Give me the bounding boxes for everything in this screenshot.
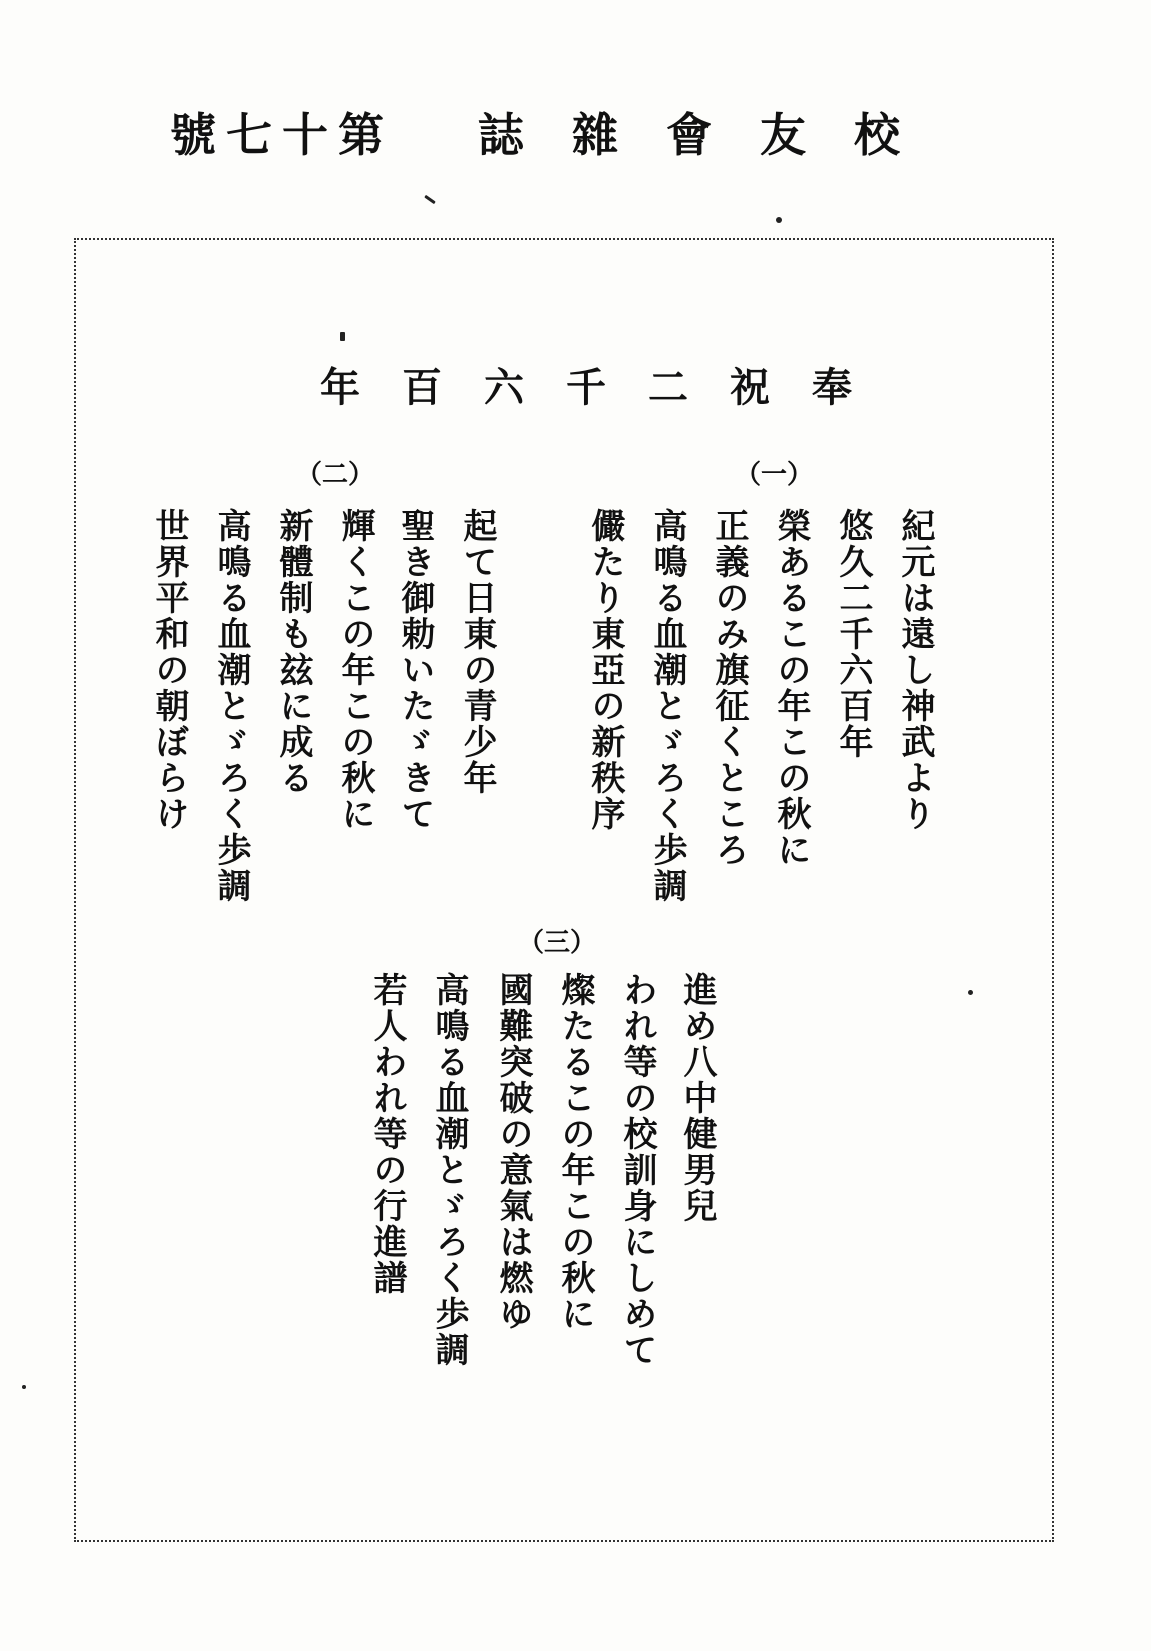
- poem-line: 輝くこの年この秋に: [335, 508, 375, 832]
- poem-line: 高鳴る血潮とゞろく歩調: [429, 972, 469, 1368]
- ink-speck: [424, 195, 436, 204]
- poem-line: 國難突破の意氣は燃ゆ: [493, 972, 533, 1332]
- ink-speck: [776, 217, 782, 223]
- section-label-3: （三）: [518, 928, 597, 958]
- ink-speck: [22, 1385, 26, 1389]
- poem-line: 紀元は遠し神武より: [895, 508, 935, 832]
- section-label-2: （二）: [296, 460, 375, 490]
- poem-title: 年百六千二祝奉: [320, 364, 894, 411]
- poem-line: 聖き御勅いたゞきて: [395, 508, 435, 832]
- poem-line: 悠久二千六百年: [833, 508, 873, 760]
- poem-line: 高鳴る血潮とゞろく歩調: [211, 508, 251, 904]
- poem-line: 燦たるこの年この秋に: [555, 972, 595, 1332]
- poem-line: 新體制も玆に成る: [273, 508, 313, 796]
- poem-line: 進め八中健男兒: [677, 972, 717, 1224]
- ink-speck: [340, 332, 345, 341]
- magazine-title: 誌雜會友校: [478, 108, 948, 162]
- poem-line: 高鳴る血潮とゞろく歩調: [647, 508, 687, 904]
- poem-line: 若人われ等の行進譜: [367, 972, 407, 1296]
- poem-line: 榮あるこの年この秋に: [771, 508, 811, 868]
- poem-line: 儼たり東亞の新秩序: [585, 508, 625, 832]
- section-label-1: （一）: [735, 460, 814, 490]
- poem-line: 正義のみ旗征くところ: [709, 508, 749, 868]
- issue-number: 號七十第: [170, 108, 394, 162]
- poem-line: 起て日東の青少年: [457, 508, 497, 796]
- ink-speck: [968, 990, 973, 995]
- poem-line: われ等の校訓身にしめて: [617, 972, 657, 1368]
- poem-line: 世界平和の朝ぼらけ: [149, 508, 189, 832]
